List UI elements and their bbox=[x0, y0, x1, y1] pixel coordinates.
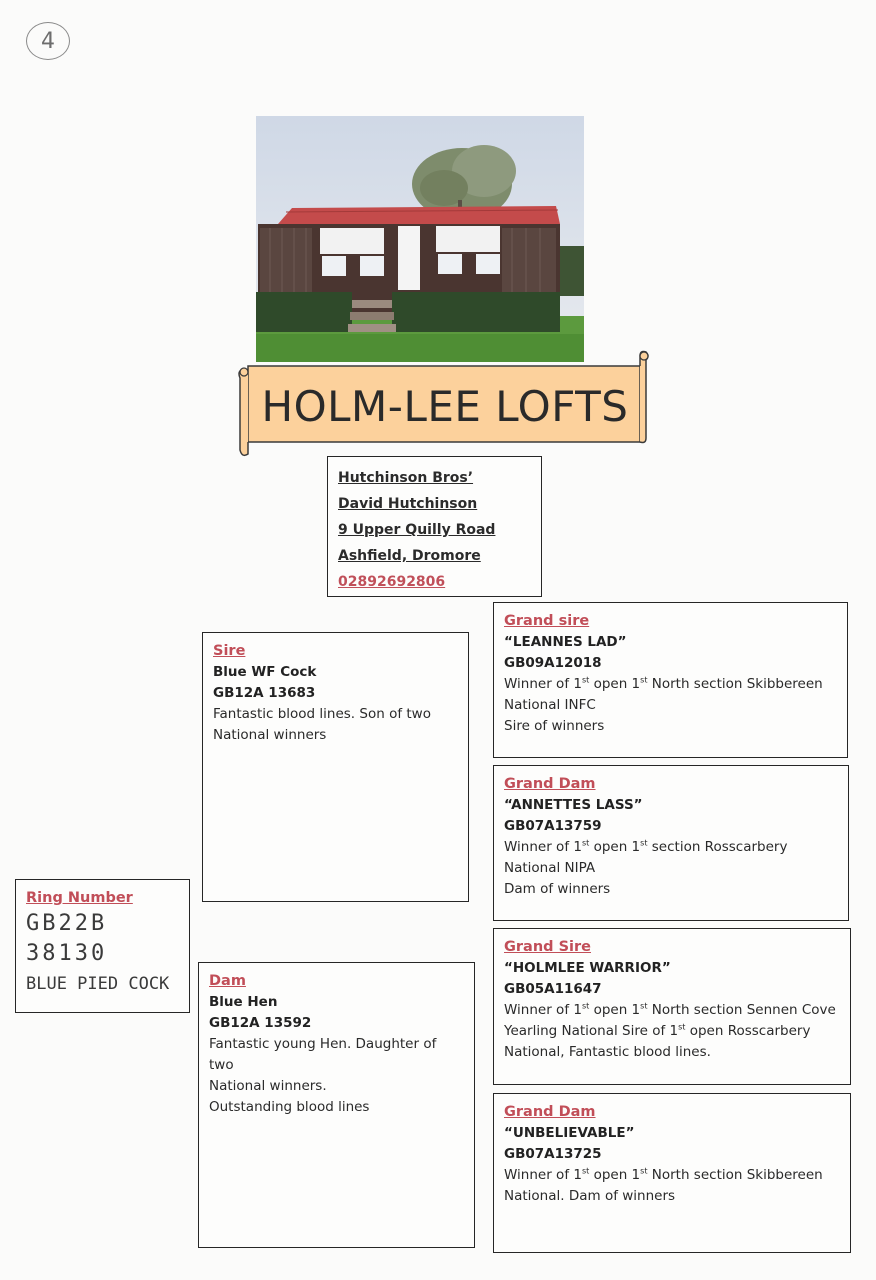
sire-label: Sire bbox=[213, 643, 246, 659]
dam-desc-2: National winners. bbox=[209, 1078, 327, 1094]
dam-desc-1: Fantastic young Hen. Daughter of two bbox=[209, 1036, 437, 1073]
grand-dam-1-name: “ANNETTES LASS” bbox=[504, 797, 643, 813]
address-box bbox=[327, 456, 542, 597]
page-number: 4 bbox=[26, 22, 70, 60]
ring-number-line-2: 38130 bbox=[26, 941, 108, 966]
ring-number-label: Ring Number bbox=[26, 890, 133, 906]
grand-dam-2-desc-2: National. Dam of winners bbox=[504, 1188, 676, 1204]
address-line-4: Ashfield, Dromore bbox=[338, 548, 481, 564]
dam-box bbox=[198, 962, 475, 1248]
grand-dam-2-ring: GB07A13725 bbox=[504, 1146, 602, 1162]
address-line-1: Hutchinson Bros’ bbox=[338, 470, 474, 486]
grand-sire-1-box bbox=[493, 602, 848, 758]
grand-dam-1-ring: GB07A13759 bbox=[504, 818, 602, 834]
grand-sire-1-desc-3: Sire of winners bbox=[504, 718, 605, 734]
dam-name: Blue Hen bbox=[209, 994, 278, 1010]
grand-dam-1-desc-3: Dam of winners bbox=[504, 881, 611, 897]
sire-name: Blue WF Cock bbox=[213, 664, 317, 680]
grand-sire-1-ring: GB09A12018 bbox=[504, 655, 602, 671]
grand-sire-1-desc-2: National INFC bbox=[504, 697, 596, 713]
grand-dam-2-desc-1: Winner of 1st open 1st North section Skibbereen bbox=[504, 1166, 823, 1183]
ring-number-box bbox=[15, 879, 190, 1013]
grand-sire-2-desc-3: National, Fantastic blood lines. bbox=[504, 1044, 711, 1060]
grand-sire-2-desc-2: Yearling National Sire of 1st open Rosscarbery bbox=[504, 1022, 811, 1039]
address-line-2: David Hutchinson bbox=[338, 496, 478, 512]
ring-number-line-1: GB22B bbox=[26, 911, 108, 936]
grand-dam-1-desc-1: Winner of 1st open 1st section Rosscarbery bbox=[504, 838, 788, 855]
grand-sire-2-desc-1: Winner of 1st open 1st North section Sennen Cove bbox=[504, 1001, 836, 1018]
grand-sire-1-name: “LEANNES LAD” bbox=[504, 634, 627, 650]
sire-desc-2: National winners bbox=[213, 727, 327, 743]
dam-label: Dam bbox=[209, 973, 246, 989]
grand-sire-1-desc-1: Winner of 1st open 1st North section Skibbereen bbox=[504, 675, 823, 692]
grand-dam-1-box bbox=[493, 765, 849, 921]
grand-dam-1-label: Grand Dam bbox=[504, 776, 596, 792]
grand-sire-2-box bbox=[493, 928, 851, 1085]
grand-sire-2-label: Grand Sire bbox=[504, 939, 591, 955]
dam-desc-3: Outstanding blood lines bbox=[209, 1099, 370, 1115]
grand-sire-2-name: “HOLMLEE WARRIOR” bbox=[504, 960, 671, 976]
sire-ring: GB12A 13683 bbox=[213, 685, 316, 701]
address-phone: 02892692806 bbox=[338, 574, 446, 590]
grand-dam-2-box bbox=[493, 1093, 851, 1253]
grand-dam-2-label: Grand Dam bbox=[504, 1104, 596, 1120]
dam-ring: GB12A 13592 bbox=[209, 1015, 312, 1031]
grand-sire-2-ring: GB05A11647 bbox=[504, 981, 602, 997]
grand-dam-2-name: “UNBELIEVABLE” bbox=[504, 1125, 635, 1141]
grand-dam-1-desc-2: National NIPA bbox=[504, 860, 596, 876]
banner-title: HOLM-LEE LOFTS bbox=[261, 382, 629, 431]
sire-box bbox=[202, 632, 469, 902]
loft-photo bbox=[256, 116, 584, 362]
sire-desc-1: Fantastic blood lines. Son of two bbox=[213, 706, 431, 722]
grand-sire-1-label: Grand sire bbox=[504, 613, 590, 629]
address-line-3: 9 Upper Quilly Road bbox=[338, 522, 496, 538]
ring-number-colour: BLUE PIED COCK bbox=[26, 974, 170, 994]
